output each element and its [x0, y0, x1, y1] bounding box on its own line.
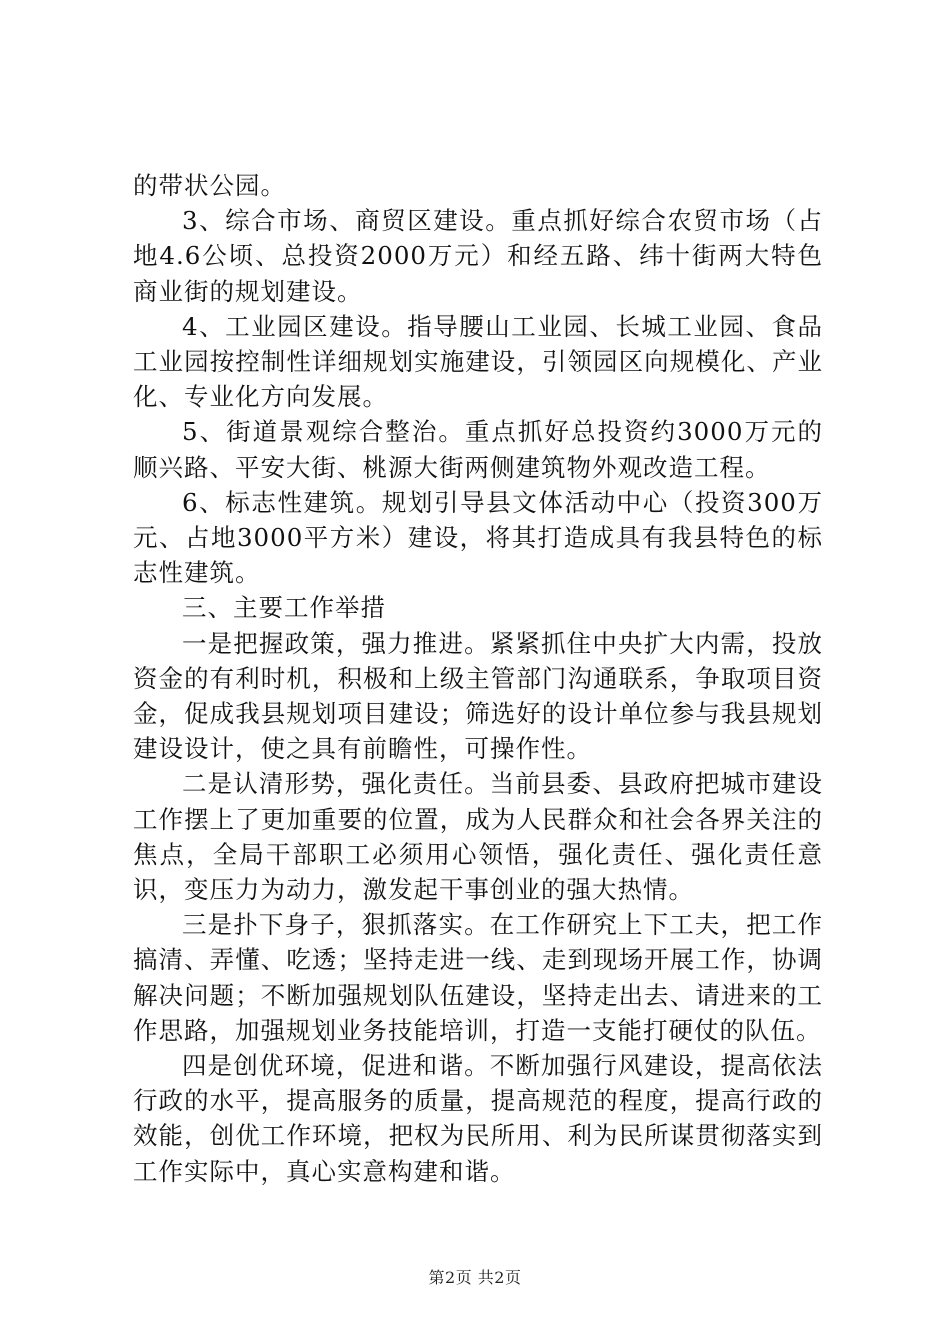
- paragraph-continuation: 的带状公园。: [133, 171, 286, 200]
- paragraph-measure-one: 一是把握政策，强力推进。紧紧抓住中央扩大内需，投放资金的有利时机，积极和上级主管部门沟通联系，争取项目资金，促成我县规划项目建设；筛选好的设计单位参与我县规划建设设计，使之具有前瞻性，可操作性。: [133, 628, 823, 764]
- paragraph-street-landscape: 5、街道景观综合整治。重点抓好总投资约3000万元的顺兴路、平安大街、桃源大街两侧建筑物外观改造工程。: [133, 417, 823, 482]
- paragraph-market-construction: 3、综合市场、商贸区建设。重点抓好综合农贸市场（占地4.6公顷、总投资2000万元）和经五路、纬十街两大特色商业街的规划建设。: [133, 206, 823, 306]
- paragraph-industrial-park: 4、工业园区建设。指导腰山工业园、长城工业园、食品工业园按控制性详细规划实施建设，引领园区向规模化、产业化、专业化方向发展。: [133, 311, 823, 412]
- section-heading-measures: 三、主要工作举措: [182, 593, 386, 623]
- paragraph-landmark-building: 6、标志性建筑。规划引导县文体活动中心（投资300万元、占地3000平方米）建设，将其打造成具有我县特色的标志性建筑。: [133, 487, 823, 588]
- paragraph-measure-four: 四是创优环境，促进和谐。不断加强行风建设，提高依法行政的水平，提高服务的质量，提高规范的程度，提高行政的效能，创优工作环境，把权为民所用、利为民所谋贯彻落实到工作实际中，真心实意构建和谐。: [133, 1051, 823, 1186]
- paragraph-measure-two: 二是认清形势，强化责任。当前县委、县政府把城市建设工作摆上了更加重要的位置，成为人民群众和社会各界关注的焦点，全局干部职工必须用心领悟，强化责任、强化责任意识，变压力为动力，激发起干事创业的强大热情。: [133, 769, 823, 905]
- document-body: [133, 168, 823, 1189]
- paragraph-measure-three: 三是扑下身子，狠抓落实。在工作研究上下工夫，把工作搞清、弄懂、吃透；坚持走进一线、走到现场开展工作，协调解决问题；不断加强规划队伍建设，坚持走出去、请进来的工作思路，加强规划业务技能培训，打造一支能打硬仗的队伍。: [133, 910, 823, 1045]
- page-number-footer: 第2页 共2页: [428, 1268, 522, 1287]
